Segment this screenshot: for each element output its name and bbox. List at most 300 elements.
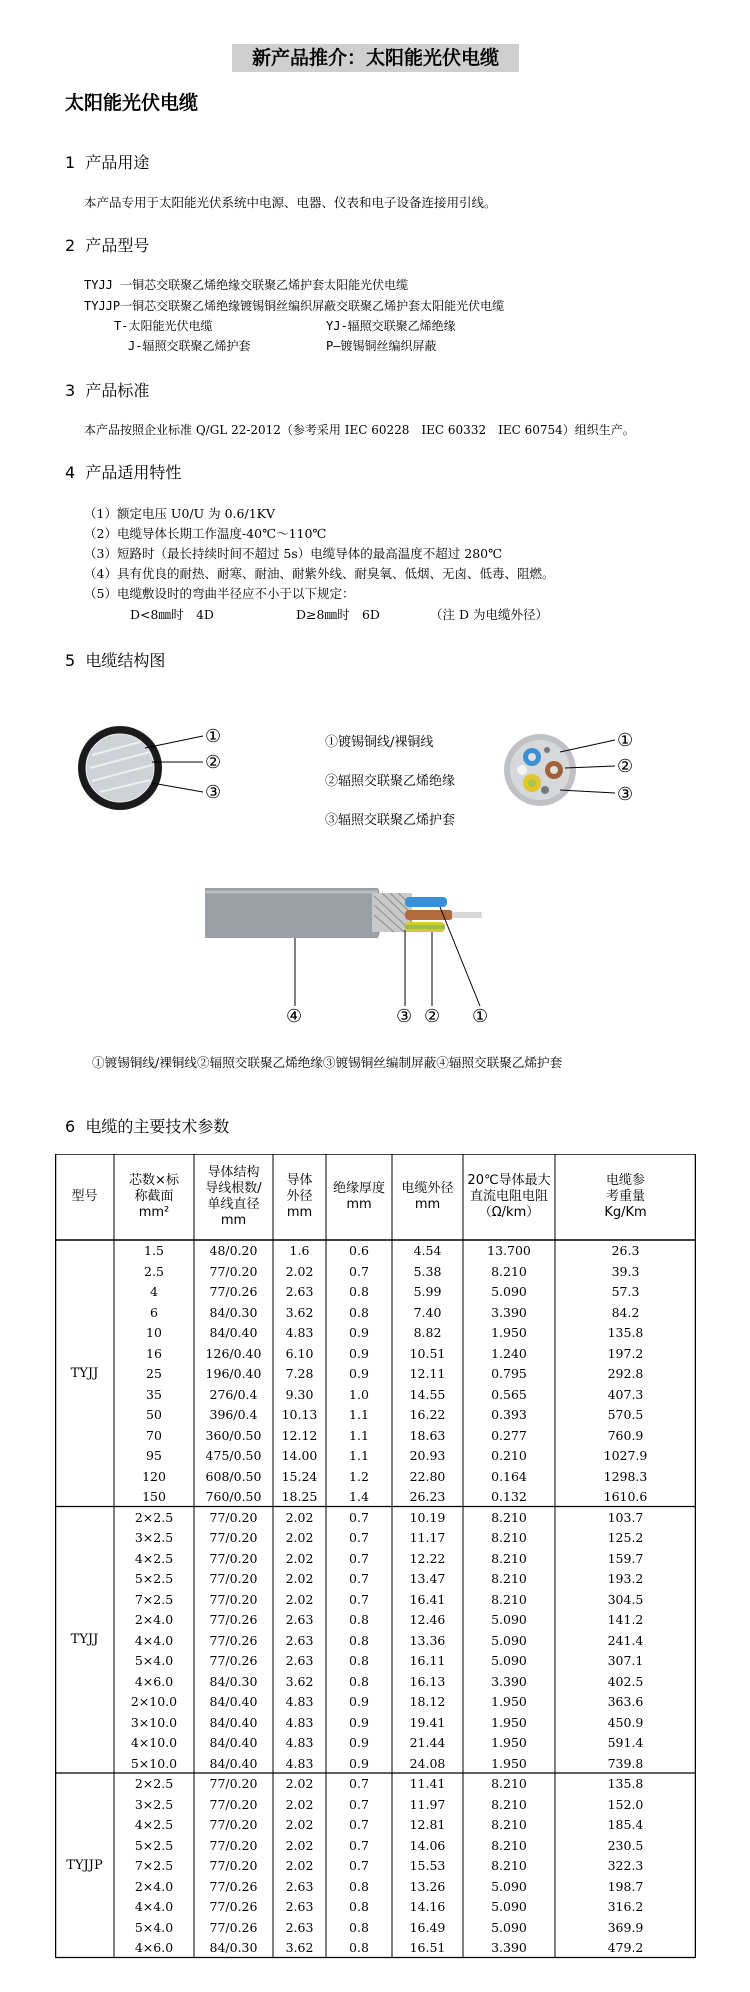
table-cell: 7.28: [285, 1366, 314, 1381]
table-header-line: mm: [414, 1197, 441, 1212]
table-cell: 11.97: [409, 1796, 446, 1812]
table-cell: 77/0.20: [209, 1776, 258, 1791]
table-cell: 0.393: [491, 1407, 527, 1422]
table-cell: 16.11: [409, 1653, 446, 1668]
table-cell: 16.51: [409, 1940, 446, 1955]
section-3-text: 本产品按照企业标准 Q/GL 22-2012（参考采用 IEC 60228 IEC 60332 IEC 60754）组织生产。: [84, 423, 635, 437]
table-cell: 21.44: [409, 1735, 446, 1750]
table-cell: 125.2: [607, 1530, 644, 1545]
table-cell: 8.210: [491, 1776, 527, 1791]
table-cell: 5.090: [491, 1878, 527, 1894]
table-cell: 0.9: [349, 1735, 369, 1750]
table-cell: 8.210: [491, 1550, 527, 1566]
property-5: （5）电缆敷设时的弯曲半径应不小于以下规定：: [84, 586, 355, 601]
table-cell: 16.49: [409, 1919, 446, 1935]
section-1-text: 本产品专用于太阳能光伏系统中电源、电器、仪表和电子设备连接用引线。: [84, 195, 497, 210]
table-cell: 16.22: [409, 1407, 446, 1422]
table-cell: 2.63: [285, 1919, 314, 1935]
bend-radius-note: （注 D 为电缆外径）: [430, 607, 548, 622]
table-cell: 12.22: [409, 1550, 446, 1566]
table-cell: 5×4.0: [134, 1919, 174, 1935]
table-cell: 608/0.50: [205, 1468, 262, 1484]
table-cell: 6.10: [285, 1345, 314, 1361]
table-cell: 0.8: [349, 1899, 369, 1914]
table-cell: 1.950: [491, 1325, 527, 1340]
table-cell: 1.1: [349, 1448, 369, 1463]
table-cell: 760.9: [607, 1427, 644, 1443]
table-cell: 77/0.26: [209, 1899, 258, 1914]
table-header-line: 称截面: [134, 1189, 174, 1204]
table-cell: 3×2.5: [134, 1796, 174, 1812]
table-cell: 25: [146, 1366, 162, 1381]
table-cell: 5.090: [491, 1284, 527, 1299]
table-cell: 11.17: [409, 1530, 446, 1545]
table-cell: 1.240: [491, 1345, 527, 1361]
table-cell: 1.4: [349, 1489, 369, 1504]
table-cell: 2.02: [285, 1263, 314, 1279]
table-cell: 4.83: [285, 1714, 314, 1730]
table-cell: 2.02: [285, 1817, 314, 1832]
table-cell: 0.7: [349, 1591, 369, 1607]
table-header-line: mm: [346, 1197, 372, 1212]
table-cell: 0.8: [349, 1673, 369, 1689]
table-cell: 2.02: [285, 1837, 314, 1853]
table-cell: 8.210: [491, 1263, 527, 1279]
table-cell: 4.83: [285, 1694, 314, 1709]
table-cell: 0.132: [491, 1489, 527, 1504]
table-cell: 0.8: [349, 1304, 369, 1320]
single-core-cross-section: [78, 726, 203, 810]
table-cell: 77/0.26: [209, 1919, 258, 1935]
table-cell: 15.53: [409, 1858, 446, 1873]
table-cell: 0.8: [349, 1612, 369, 1627]
table-cell: 24.08: [409, 1755, 446, 1771]
table-cell: 10.13: [281, 1407, 318, 1422]
table-cell: 18.25: [281, 1489, 318, 1504]
table-cell: 0.9: [349, 1714, 369, 1730]
legend-sheath: ③辐照交联聚乙烯护套: [325, 813, 456, 828]
table-cell: 2.63: [285, 1612, 314, 1627]
table-header-line: （Ω/km）: [478, 1205, 540, 1220]
table-cell: 198.7: [607, 1878, 644, 1894]
label-3-side: ③: [396, 1006, 413, 1027]
table-cell: 77/0.26: [209, 1284, 258, 1299]
table-cell: 150: [142, 1489, 166, 1504]
table-cell: 4: [150, 1284, 158, 1299]
table-cell: 77/0.20: [209, 1591, 258, 1607]
table-cell: 0.8: [349, 1919, 369, 1935]
table-cell: 12.12: [281, 1427, 318, 1443]
section-1-heading: 1 产品用途: [65, 153, 150, 172]
table-cell: 0.210: [491, 1448, 527, 1463]
table-cell: 197.2: [607, 1345, 644, 1361]
model-code-p: P—镀锡铜丝编织屏蔽: [326, 339, 437, 353]
table-cell: 276/0.4: [209, 1386, 258, 1402]
table-header-cable-od: [392, 1154, 463, 1240]
table-cell: 5.99: [413, 1284, 442, 1299]
table-cell: 402.5: [607, 1673, 644, 1689]
table-cell: 50: [146, 1407, 162, 1422]
table-cell: 35: [146, 1386, 162, 1402]
table-cell: 2.63: [285, 1878, 314, 1894]
table-cell: 8.210: [491, 1591, 527, 1607]
table-cell: 2×4.0: [134, 1878, 174, 1894]
table-cell: 2.02: [285, 1550, 314, 1566]
table-cell: 26.23: [409, 1489, 446, 1504]
model-line-2: TYJJP一铜芯交联聚乙烯绝缘镀锡铜丝编织屏蔽交联聚乙烯护套太阳能光伏电缆: [84, 299, 505, 313]
table-cell: 0.7: [349, 1530, 369, 1545]
table-cell: 1027.9: [603, 1448, 648, 1463]
bend-radius-small: D<8㎜时 4D: [130, 607, 214, 622]
table-cell: 8.210: [491, 1509, 527, 1525]
table-cell: 739.8: [607, 1755, 644, 1771]
table-cell: 77/0.20: [209, 1571, 258, 1586]
table-cell: 2.02: [285, 1776, 314, 1791]
table-header-line: 导体结构: [207, 1165, 260, 1180]
table-cell: 4.83: [285, 1755, 314, 1771]
table-cell: 316.2: [607, 1899, 644, 1914]
technical-parameters-table: [55, 1154, 696, 1982]
table-cell: 0.9: [349, 1755, 369, 1771]
table-header-model: [55, 1154, 114, 1240]
table-cell: 1.950: [491, 1694, 527, 1709]
table-cell: 48/0.20: [209, 1243, 258, 1258]
document-title: 太阳能光伏电缆: [65, 92, 199, 114]
table-cell: 18.12: [409, 1694, 446, 1709]
table-cell: 407.3: [607, 1386, 644, 1402]
table-cell: 8.210: [491, 1796, 527, 1812]
table-cell: 11.41: [409, 1776, 446, 1791]
table-header-conductor: [194, 1154, 273, 1240]
table-cell: 126/0.40: [205, 1345, 262, 1361]
table-cell: 450.9: [607, 1714, 644, 1730]
table-header-line: 外径: [286, 1189, 313, 1204]
table-cell: 2×2.5: [134, 1509, 174, 1525]
table-cell: 0.164: [491, 1468, 527, 1484]
legend-conductor: ①镀锡铜线/裸铜线: [325, 735, 434, 750]
table-cell: 3.390: [491, 1304, 527, 1320]
table-cell: 2.02: [285, 1591, 314, 1607]
table-cell: 2.5: [144, 1263, 164, 1279]
table-cell: 16.13: [409, 1673, 446, 1689]
table-cell: 10: [146, 1325, 162, 1340]
table-header-line: mm: [286, 1205, 313, 1220]
table-header-line: mm: [220, 1213, 247, 1228]
table-cell: 70: [146, 1427, 162, 1443]
table-cell: 307.1: [607, 1653, 644, 1668]
table-cell: 18.63: [409, 1427, 446, 1443]
table-cell: 322.3: [607, 1858, 644, 1873]
table-header-line: 导线根数/: [205, 1181, 262, 1196]
table-cell: 2.02: [285, 1858, 314, 1873]
table-cell: 13.26: [409, 1878, 446, 1894]
legend-insulation: ②辐照交联聚乙烯绝缘: [325, 774, 456, 789]
table-cell: 0.6: [349, 1243, 369, 1258]
table-cell: 77/0.20: [209, 1817, 258, 1832]
table-cell: 0.7: [349, 1550, 369, 1566]
table-cell: 0.8: [349, 1632, 369, 1648]
label-1-single: ①: [205, 726, 222, 747]
section-3-heading: 3 产品标准: [65, 381, 150, 400]
table-cell: 8.210: [491, 1837, 527, 1853]
property-1: （1）额定电压 U0/U 为 0.6/1KV: [84, 506, 276, 521]
table-cell: 5.090: [491, 1899, 527, 1914]
table-cell: 4×4.0: [134, 1632, 174, 1648]
table-cell: 0.277: [491, 1427, 527, 1443]
model-line-1: TYJJ 一铜芯交联聚乙烯绝缘交联聚乙烯护套太阳能光伏电缆: [84, 278, 409, 292]
table-cell: 13.47: [409, 1571, 446, 1586]
table-cell: 0.9: [349, 1694, 369, 1709]
table-cell: 1.1: [349, 1427, 369, 1443]
table-cell: 292.8: [607, 1366, 644, 1381]
table-header-ins: [326, 1154, 392, 1240]
table-cell: 5.090: [491, 1653, 527, 1668]
table-cell: 0.565: [491, 1386, 527, 1402]
table-cell: 1.950: [491, 1755, 527, 1771]
structure-caption: ①镀锡铜线/裸铜线②辐照交联聚乙烯绝缘③镀锡铜丝编制屏蔽④辐照交联聚乙烯护套: [92, 1055, 563, 1070]
table-cell: 77/0.26: [209, 1632, 258, 1648]
table-cell: 2.63: [285, 1284, 314, 1299]
table-cell: 0.8: [349, 1284, 369, 1299]
table-cell: 5×2.5: [134, 1837, 174, 1853]
label-3-single: ③: [205, 782, 222, 803]
table-cell: 0.8: [349, 1940, 369, 1955]
table-cell: 141.2: [607, 1612, 644, 1627]
table-cell: 103.7: [607, 1509, 644, 1525]
table-cell: 241.4: [607, 1632, 644, 1648]
table-header-weight: [555, 1154, 696, 1240]
table-cell: 591.4: [607, 1735, 644, 1750]
table-cell: 77/0.20: [209, 1858, 258, 1873]
table-group-model: TYJJ: [70, 1365, 99, 1381]
table-header-line: 20℃导体最大: [467, 1173, 551, 1188]
table-cell: 20.93: [409, 1448, 446, 1463]
table-cell: 2.02: [285, 1796, 314, 1812]
table-cell: 0.7: [349, 1263, 369, 1279]
table-cell: 95: [146, 1448, 162, 1463]
table-cell: 3.390: [491, 1940, 527, 1955]
table-cell: 0.7: [349, 1837, 369, 1853]
table-cell: 84/0.40: [209, 1714, 258, 1730]
table-cell: 77/0.20: [209, 1509, 258, 1525]
table-cell: 3.62: [285, 1304, 314, 1320]
table-cell: 14.00: [281, 1448, 318, 1463]
table-cell: 1.5: [144, 1243, 164, 1258]
table-cell: 230.5: [607, 1837, 644, 1853]
table-cell: 15.24: [281, 1468, 318, 1484]
label-3-multi: ③: [617, 784, 634, 805]
table-cell: 26.3: [611, 1243, 640, 1258]
table-cell: 159.7: [607, 1550, 644, 1566]
table-cell: 0.9: [349, 1325, 369, 1340]
table-cell: 5.090: [491, 1919, 527, 1935]
table-cell: 8.82: [413, 1325, 442, 1340]
table-cell: 0.7: [349, 1776, 369, 1791]
table-header-line: Kg/Km: [604, 1205, 647, 1220]
table-cell: 363.6: [607, 1694, 644, 1709]
table-cell: 77/0.26: [209, 1612, 258, 1627]
table-header-line: 电缆参: [605, 1173, 645, 1188]
table-cell: 1298.3: [603, 1468, 648, 1484]
table-cell: 0.7: [349, 1858, 369, 1873]
table-cell: 135.8: [607, 1325, 644, 1340]
table-cell: 16: [146, 1345, 162, 1361]
table-cell: 4×6.0: [134, 1673, 174, 1689]
table-cell: 77/0.20: [209, 1550, 258, 1566]
table-cell: 2.63: [285, 1899, 314, 1914]
table-group-model: TYJJP: [66, 1857, 103, 1873]
table-cell: 14.55: [409, 1386, 446, 1402]
table-cell: 5×2.5: [134, 1571, 174, 1586]
table-cell: 84/0.40: [209, 1325, 258, 1340]
label-1-multi: ①: [617, 730, 634, 751]
table-cell: 3.62: [285, 1673, 314, 1689]
table-cell: 7×2.5: [134, 1858, 174, 1873]
table-cell: 4×10.0: [130, 1735, 178, 1750]
table-cell: 3×10.0: [130, 1714, 178, 1730]
table-cell: 135.8: [607, 1776, 644, 1791]
table-cell: 5×4.0: [134, 1653, 174, 1668]
section-5-heading: 5 电缆结构图: [65, 651, 166, 670]
table-cell: 4.83: [285, 1735, 314, 1750]
table-cell: 475/0.50: [205, 1448, 262, 1463]
table-cell: 7.40: [413, 1304, 442, 1320]
label-2-side: ②: [424, 1006, 441, 1027]
table-header-line: 考重量: [605, 1189, 645, 1204]
table-cell: 0.7: [349, 1571, 369, 1586]
table-cell: 5×10.0: [130, 1755, 178, 1771]
table-cell: 3.62: [285, 1940, 314, 1955]
table-cell: 3.390: [491, 1673, 527, 1689]
section-4-heading: 4 产品适用特性: [65, 463, 182, 482]
table-cell: 6: [150, 1304, 158, 1320]
property-4: （4）具有优良的耐热、耐寒、耐油、耐紫外线、耐臭氧、低烟、无卤、低毒、阻燃。: [84, 566, 555, 581]
table-cell: 2.02: [285, 1509, 314, 1525]
table-cell: 0.795: [491, 1366, 527, 1381]
bend-radius-large: D≥8㎜时 6D: [296, 607, 380, 622]
table-cell: 77/0.20: [209, 1530, 258, 1545]
table-header-line: 直流电阻电阻: [469, 1189, 548, 1204]
table-cell: 193.2: [607, 1571, 644, 1586]
table-header-line: 芯数×标: [129, 1173, 179, 1188]
table-cell: 19.41: [409, 1714, 446, 1730]
table-group-model: TYJJ: [70, 1632, 99, 1648]
page-banner: 新产品推介：太阳能光伏电缆: [232, 44, 519, 72]
table-cell: 0.7: [349, 1796, 369, 1812]
table-cell: 0.7: [349, 1509, 369, 1525]
table-cell: 4.54: [413, 1243, 442, 1258]
table-cell: 570.5: [607, 1407, 644, 1422]
table-cell: 396/0.4: [209, 1407, 258, 1422]
table-cell: 84/0.40: [209, 1694, 258, 1709]
table-cell: 2×2.5: [134, 1776, 174, 1791]
multi-core-cross-section: [504, 734, 615, 806]
table-cell: 360/0.50: [205, 1427, 262, 1443]
table-cell: 14.16: [409, 1899, 446, 1914]
section-2-heading: 2 产品型号: [65, 236, 150, 255]
table-cell: 9.30: [285, 1386, 314, 1402]
table-cell: 13.700: [487, 1243, 531, 1258]
table-cell: 1.950: [491, 1735, 527, 1750]
table-cell: 2.63: [285, 1632, 314, 1648]
table-cell: 12.81: [409, 1817, 446, 1832]
table-cell: 0.8: [349, 1878, 369, 1894]
table-cell: 5.090: [491, 1612, 527, 1627]
model-code-t: T-太阳能光伏电缆: [114, 319, 213, 333]
table-cell: 4×2.5: [134, 1817, 174, 1832]
table-header-cores: [114, 1154, 194, 1240]
table-cell: 13.36: [409, 1632, 446, 1648]
table-cell: 152.0: [607, 1796, 644, 1812]
table-cell: 196/0.40: [205, 1366, 262, 1381]
table-cell: 12.11: [409, 1366, 446, 1381]
table-cell: 4×6.0: [134, 1940, 174, 1955]
table-cell: 185.4: [607, 1817, 644, 1832]
table-cell: 4×4.0: [134, 1899, 174, 1914]
table-header-line: mm²: [138, 1205, 170, 1220]
table-header-res: [463, 1154, 555, 1240]
table-cell: 1.950: [491, 1714, 527, 1730]
table-cell: 369.9: [607, 1919, 644, 1935]
table-cell: 2.02: [285, 1530, 314, 1545]
table-cell: 84/0.30: [209, 1304, 258, 1320]
table-cell: 77/0.20: [209, 1796, 258, 1812]
table-cell: 5.38: [413, 1263, 442, 1279]
table-cell: 2×4.0: [134, 1612, 174, 1627]
table-cell: 0.9: [349, 1345, 369, 1361]
label-1-side: ①: [472, 1006, 489, 1027]
table-cell: 0.7: [349, 1817, 369, 1832]
table-cell: 4.83: [285, 1325, 314, 1340]
table-cell: 8.210: [491, 1530, 527, 1545]
cable-side-view: [205, 888, 482, 1006]
table-cell: 77/0.26: [209, 1653, 258, 1668]
table-cell: 10.51: [409, 1345, 446, 1361]
table-cell: 8.210: [491, 1817, 527, 1832]
table-header-od: [273, 1154, 326, 1240]
table-cell: 39.3: [611, 1263, 640, 1279]
table-cell: 7×2.5: [134, 1591, 174, 1607]
table-cell: 5.090: [491, 1632, 527, 1648]
table-header-line: 电缆外径: [401, 1181, 454, 1196]
table-cell: 77/0.20: [209, 1837, 258, 1853]
table-cell: 4×2.5: [134, 1550, 174, 1566]
table-cell: 2.63: [285, 1653, 314, 1668]
table-cell: 12.46: [409, 1612, 446, 1627]
model-code-j: J-辐照交联聚乙烯护套: [128, 339, 251, 353]
table-header-line: 单线直径: [207, 1197, 260, 1212]
table-cell: 0.9: [349, 1366, 369, 1381]
model-code-yj: YJ-辐照交联聚乙烯绝缘: [326, 319, 456, 333]
table-cell: 16.41: [409, 1591, 446, 1607]
table-cell: 1.1: [349, 1407, 369, 1422]
table-cell: 77/0.20: [209, 1263, 258, 1279]
table-cell: 8.210: [491, 1571, 527, 1586]
table-cell: 8.210: [491, 1858, 527, 1873]
table-cell: 84/0.30: [209, 1673, 258, 1689]
property-3: （3）短路时（最长持续时间不超过 5s）电缆导体的最高温度不超过 280℃: [84, 546, 503, 561]
table-cell: 22.80: [409, 1468, 446, 1484]
table-cell: 2.02: [285, 1571, 314, 1586]
table-cell: 84/0.40: [209, 1755, 258, 1771]
property-2: （2）电缆导体长期工作温度-40℃～110℃: [84, 526, 327, 541]
table-cell: 1.6: [289, 1243, 310, 1258]
table-cell: 84/0.40: [209, 1735, 258, 1750]
table-cell: 760/0.50: [205, 1489, 262, 1504]
table-header-line: 型号: [71, 1189, 98, 1204]
table-cell: 14.06: [409, 1837, 446, 1853]
table-cell: 77/0.26: [209, 1878, 258, 1894]
